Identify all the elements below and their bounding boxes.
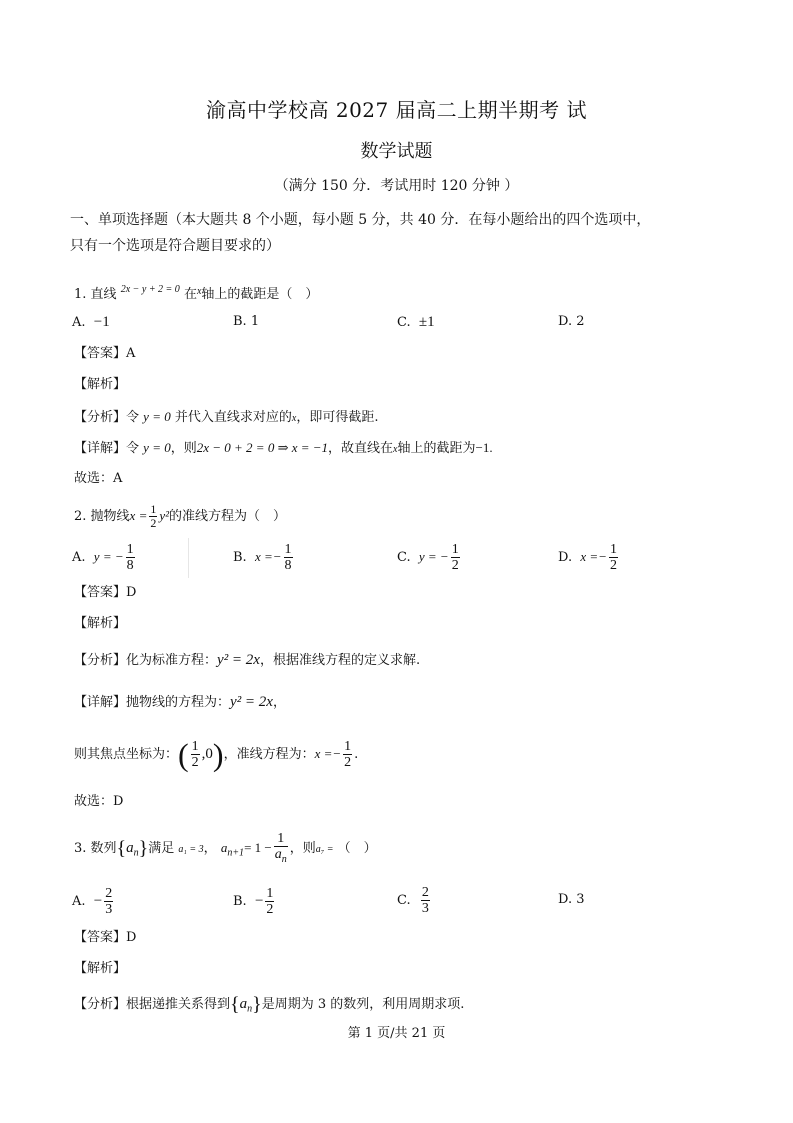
q3-option-a: A. − $\frac{2}{3}$ [72,886,113,917]
q2-fraction: $\frac{1}{2}$ [150,502,157,530]
question-3: 3. 数列$\{a_n\}$满足 a₁ = 3， $a_{n+1}= 1$ − $\frac{1}{a_n}$ ，则a₇ = （ ） [74,830,377,865]
q1-answer: 【答案】A [74,346,136,361]
q3-analysis-tag: 【解析】 [74,961,127,976]
section-heading-line1: 一、单项选择题（本大题共 8 个小题，每小题 5 分，共 40 分．在每小题给出的四个选项中， [70,212,651,228]
q1-expr: 2x − y + 2 = 0 [120,284,180,295]
q1-xiangjie: 【详解】令 y = 0，则2x − 0 + 2 = 0 ⇒ x = −1，故直线在x轴上的截距为−1. [74,440,493,456]
q3-option-b: B. − $\frac{1}{2}$ [233,886,274,917]
q2-focus-line: 则其焦点坐标为：( $\frac{1}{2}$ ,0)，准线方程为：x =− $\frac{1}{2}$ . [74,736,359,773]
subject-title: 数学试题 [360,141,433,162]
q1-fenxi: 【分析】令 y = 0 并代入直线求对应的x，即可得截距. [74,409,379,425]
divider [188,538,189,578]
q1-mid: 在 [183,287,197,302]
q3-answer: 【答案】D [74,930,137,945]
q1-suffix: 轴上的截距是（ ） [201,287,319,302]
q2-option-c: C. y = − $\frac{1}{2}$ [397,542,459,573]
q1-analysis-tag: 【解析】 [74,377,127,392]
exam-title: 渝高中学校高 2027 届高二上期半期考 试 [206,98,587,122]
q2-xiangjie: 【详解】抛物线的方程为：y² = 2x， [74,694,286,710]
q2-option-d: D. x =− $\frac{1}{2}$ [558,542,617,573]
q2-conclusion: 故选：D [74,794,124,809]
q2-option-b: B. x =− $\frac{1}{8}$ [233,542,292,573]
q1-var: x [196,286,202,297]
q1-option-c: C. ±1 [397,314,435,330]
q2-answer: 【答案】D [74,585,137,600]
q2-analysis-tag: 【解析】 [74,616,127,631]
q1-prefix: 1. 直线 [74,287,117,302]
q2-option-a: A. y = − $\frac{1}{8}$ [72,542,134,573]
q1-option-a: A. −1 [72,314,110,330]
q1-option-d: D. 2 [558,314,585,329]
page-footer: 第 1 页/共 21 页 [347,1026,446,1041]
q1-conclusion: 故选：A [74,471,123,486]
q3-option-c: C. $\frac{2}{3}$ [397,885,429,916]
q3-option-d: D. 3 [558,892,585,907]
q3-fenxi: 【分析】根据递推关系得到$\{a_n\}$是周期为 3 的数列，利用周期求项. [74,993,465,1016]
question-2: 2. 抛物线x = $\frac{1}{2}$ y²的准线方程为（ ） [74,502,287,530]
q2-fenxi: 【分析】化为标准方程：y² = 2x，根据准线方程的定义求解. [74,652,421,668]
question-1 [74,281,318,304]
section-heading-line2: 只有一个选项是符合题目要求的） [70,238,280,254]
q1-option-b: B. 1 [233,314,260,329]
exam-note: （满分 150 分．考试用时 120 分钟 ） [274,178,519,194]
